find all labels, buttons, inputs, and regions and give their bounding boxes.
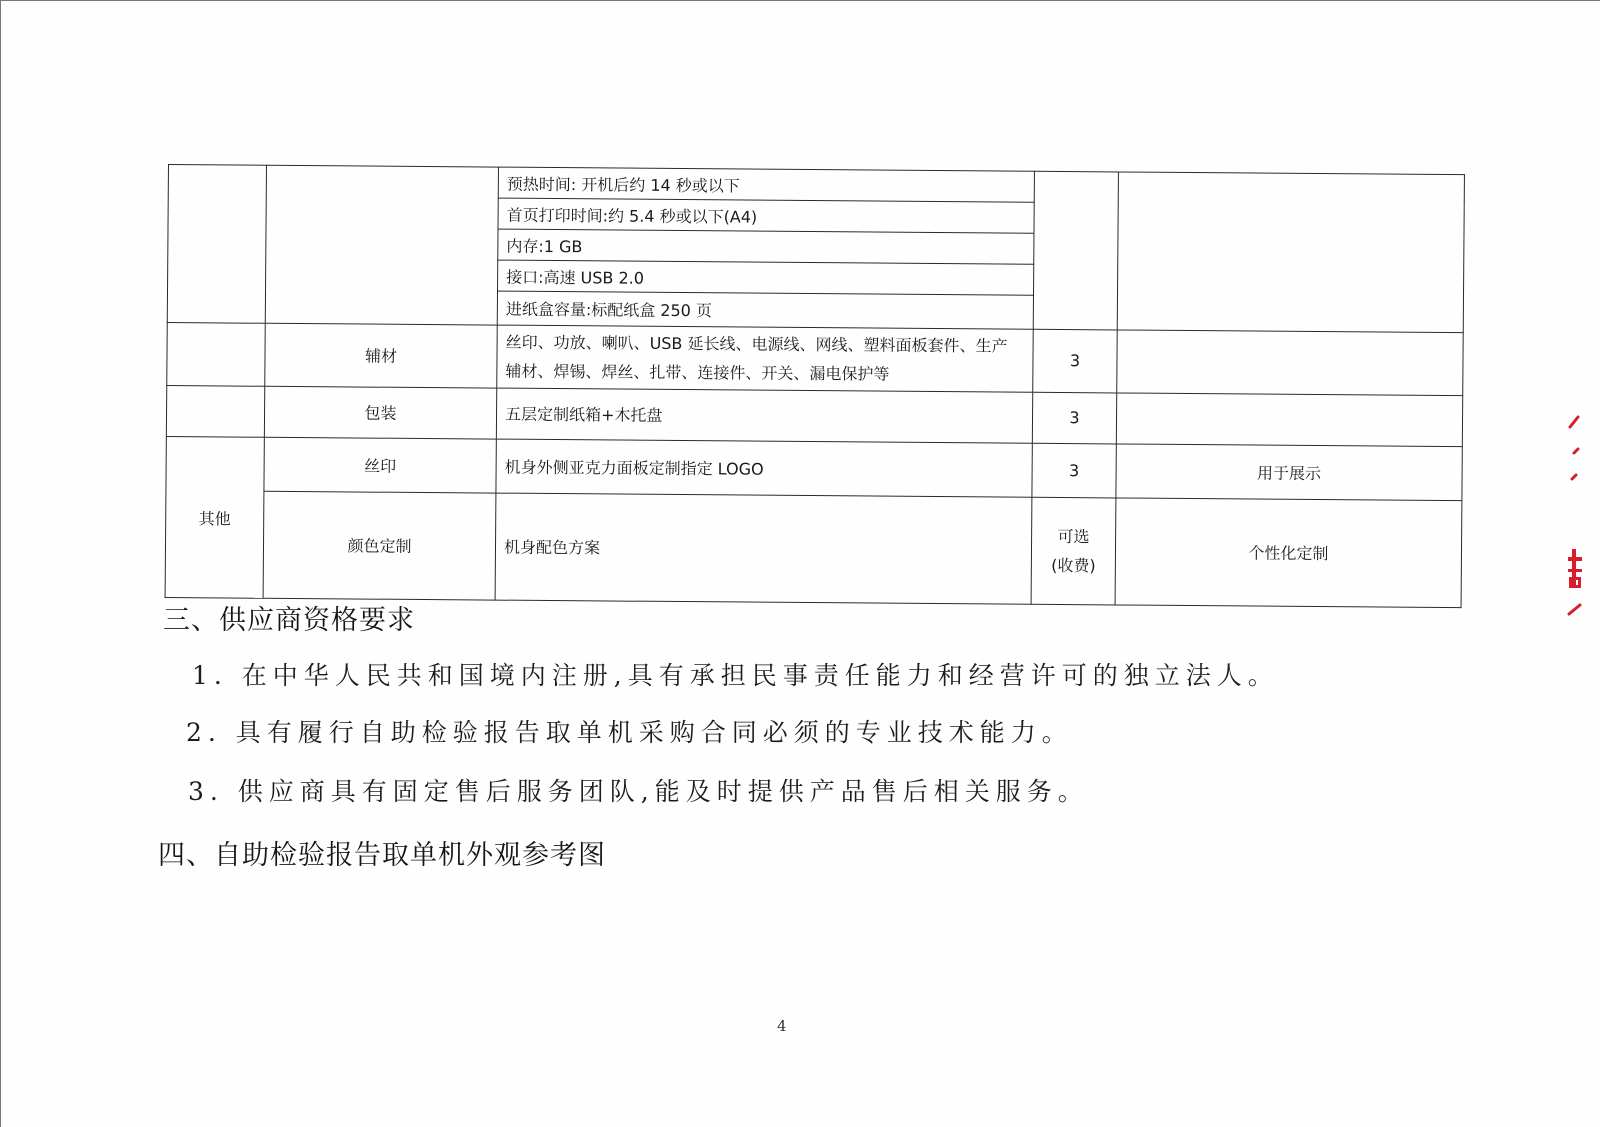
- seal-stroke: [1572, 475, 1576, 479]
- table-row: [168, 165, 1464, 206]
- color-custom-note: 个性化定制: [1115, 498, 1462, 608]
- spec-memory: 内存:1 GB: [498, 229, 1034, 264]
- silkscreen-name: 丝印: [264, 437, 496, 492]
- auxiliary-desc-line2: 辅材、焊锡、焊丝、扎带、连接件、开关、漏电保护等: [505, 361, 890, 384]
- color-custom-qty-line2: (收费): [1051, 555, 1096, 576]
- auxiliary-qty: 3: [1033, 329, 1117, 393]
- spec-interface: 接口:高速 USB 2.0: [498, 260, 1034, 295]
- silkscreen-desc: 机身外侧亚克力面板定制指定 LOGO: [496, 439, 1032, 497]
- spec-paper-tray: 进纸盒容量:标配纸盒 250 页: [497, 291, 1033, 328]
- auxiliary-desc: [497, 325, 1033, 392]
- category-cell-empty: [167, 165, 266, 323]
- table-row-auxiliary: [167, 322, 1463, 395]
- section3-item-1: 1. 在中华人民共和国境内注册,具有承担民事责任能力和经营许可的独立法人。: [192, 661, 1279, 690]
- color-custom-qty: [1031, 497, 1116, 605]
- silkscreen-qty: 3: [1032, 444, 1116, 498]
- item-name-cell-empty: [265, 165, 498, 324]
- silkscreen-note: 用于展示: [1116, 444, 1462, 500]
- section3-item-3: 3. 供应商具有固定售后服务团队,能及时提供产品售后相关服务。: [188, 777, 1089, 806]
- auxiliary-desc-line1: 丝印、功放、喇叭、USB 延长线、电源线、网线、塑料面板套件、生产: [505, 332, 1008, 356]
- seal-stroke: [1570, 417, 1578, 427]
- section3-item-2: 2. 具有履行自助检验报告取单机采购合同必须的专业技术能力。: [186, 718, 1073, 747]
- seal-glyph: [1568, 549, 1582, 588]
- color-custom-desc: 机身配色方案: [495, 493, 1032, 604]
- packaging-desc: 五层定制纸箱+木托盘: [496, 388, 1032, 444]
- auxiliary-note: [1117, 329, 1463, 395]
- spec-table: [165, 164, 1465, 608]
- seal-stroke: [1569, 605, 1580, 614]
- other-category: 其他: [165, 437, 264, 599]
- seal-stroke: [1574, 449, 1578, 453]
- packaging-qty: 3: [1032, 392, 1116, 444]
- auxiliary-name: 辅材: [265, 323, 497, 388]
- spec-preheat-time: 预热时间: 开机后约 14 秒或以下: [498, 167, 1034, 202]
- seal-fragment: [1566, 409, 1600, 629]
- packaging-name: 包装: [264, 386, 496, 439]
- note-cell-empty: [1117, 172, 1464, 332]
- quantity-cell-empty: [1033, 171, 1118, 329]
- spec-first-page-time: 首页打印时间:约 5.4 秒或以下(A4): [498, 198, 1034, 233]
- category-cell-empty: [166, 385, 264, 437]
- table-row-color-custom: [165, 490, 1462, 607]
- category-cell-empty: [167, 322, 265, 386]
- section3-heading: 三、供应商资格要求: [163, 605, 415, 636]
- color-custom-name: 颜色定制: [263, 491, 496, 600]
- packaging-note: [1116, 393, 1462, 447]
- page-number: 4: [777, 1017, 787, 1035]
- section4-heading: 四、自助检验报告取单机外观参考图: [158, 840, 606, 871]
- color-custom-qty-line1: 可选: [1057, 526, 1090, 547]
